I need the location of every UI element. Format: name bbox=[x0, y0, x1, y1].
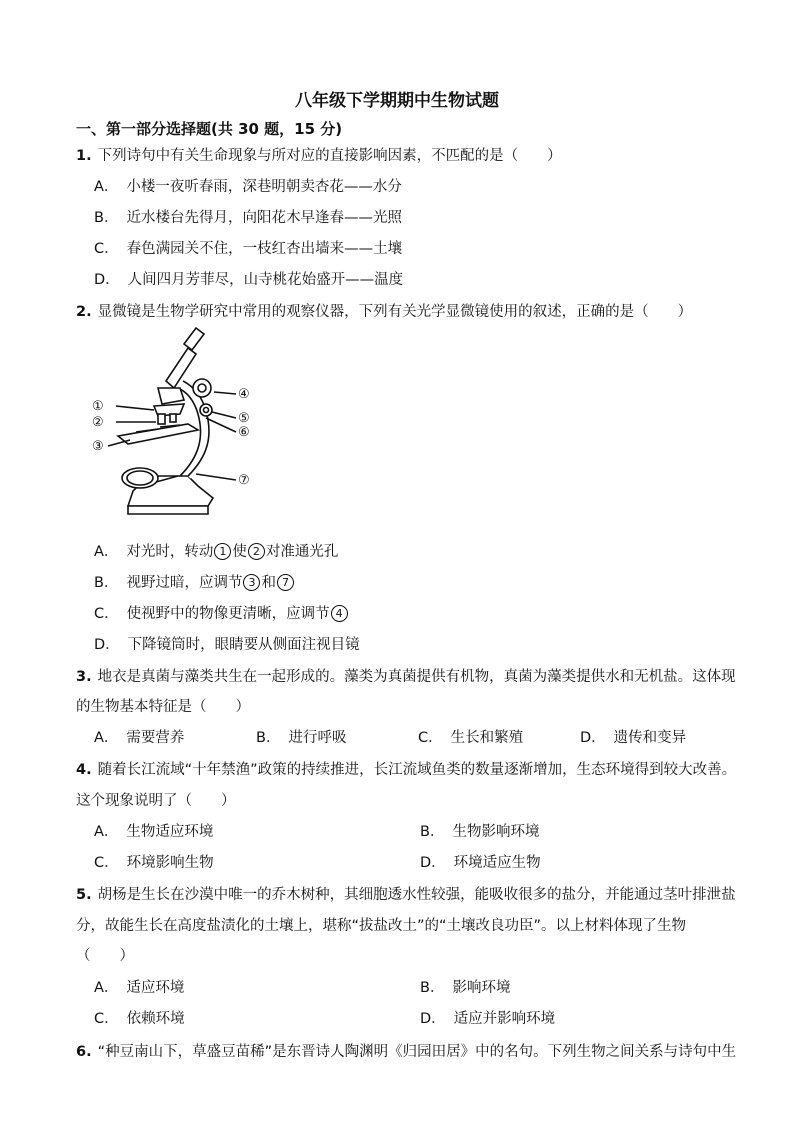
question-number: 1. bbox=[76, 148, 92, 164]
circled-number: 2 bbox=[248, 543, 265, 560]
q5-option-b[interactable]: B． 影响环境 bbox=[420, 980, 511, 996]
figure-label-1: ① bbox=[92, 399, 104, 414]
q1-option-d[interactable]: D． 人间四月芳菲尽，山寺桃花始盛开——温度 bbox=[94, 272, 404, 288]
q1-option-b[interactable]: B． 近水楼台先得月，向阳花木早逢春——光照 bbox=[94, 210, 402, 226]
figure-label-4: ④ bbox=[238, 387, 250, 402]
circled-number: 3 bbox=[243, 574, 260, 591]
question-5-answer-bracket: （ ） bbox=[76, 948, 134, 964]
question-text: 显微镜是生物学研究中常用的观察仪器，下列有关光学显微镜使用的叙述，正确的是（ ） bbox=[97, 304, 693, 320]
question-text: 胡杨是生长在沙漠中唯一的乔木树种，其细胞透水性较强，能吸收很多的盐分，并能通过茎叶排泄盐 bbox=[97, 887, 736, 903]
question-text: 随着长江流域“十年禁渔”政策的持续推进，长江流域鱼类的数量逐渐增加，生态环境得到较大改善。 bbox=[97, 762, 737, 778]
figure-label-3: ③ bbox=[92, 439, 104, 454]
microscope-figure bbox=[88, 326, 268, 526]
page-title: 八年级下学期期中生物试题 bbox=[295, 91, 499, 111]
circled-number: 4 bbox=[331, 605, 348, 622]
q2-option-c[interactable]: C． 使视野中的物像更清晰，应调节 4 bbox=[94, 602, 349, 623]
q5-option-c[interactable]: C． 依赖环境 bbox=[94, 1011, 185, 1027]
figure-label-2: ② bbox=[92, 415, 104, 430]
question-number: 6. bbox=[76, 1044, 92, 1060]
question-4-continued: 这个现象说明了（ ） bbox=[76, 793, 236, 809]
q4-option-d[interactable]: D． 环境适应生物 bbox=[420, 855, 541, 871]
q3-option-b[interactable]: B． 进行呼吸 bbox=[256, 730, 347, 746]
q5-option-d[interactable]: D． 适应并影响环境 bbox=[420, 1011, 556, 1027]
question-number: 2. bbox=[76, 304, 92, 320]
figure-label-7: ⑦ bbox=[238, 473, 250, 488]
question-3 bbox=[76, 665, 736, 686]
question-4 bbox=[76, 758, 736, 779]
question-text: 地衣是真菌与藻类共生在一起形成的。藻类为真菌提供有机物，真菌为藻类提供水和无机盐。这体现 bbox=[97, 669, 736, 685]
circled-number: 1 bbox=[214, 543, 231, 560]
circled-number: 7 bbox=[277, 574, 294, 591]
q2-option-a[interactable]: A． 对光时，转动 1 使 2 对准通光孔 bbox=[94, 544, 339, 560]
q4-option-a[interactable]: A． 生物适应环境 bbox=[94, 824, 214, 840]
section-heading: 一、第一部分选择题(共 30 题，15 分) bbox=[76, 120, 343, 138]
question-number: 5. bbox=[76, 887, 92, 903]
question-1 bbox=[76, 144, 562, 165]
q3-option-c[interactable]: C． 生长和繁殖 bbox=[418, 730, 524, 746]
question-6 bbox=[76, 1040, 736, 1061]
figure-label-6: ⑥ bbox=[238, 425, 250, 440]
q3-option-a[interactable]: A． 需要营养 bbox=[94, 730, 185, 746]
question-5 bbox=[76, 883, 736, 904]
question-text: 下列诗句中有关生命现象与所对应的直接影响因素，不匹配的是（ ） bbox=[97, 148, 562, 164]
q5-option-a[interactable]: A． 适应环境 bbox=[94, 980, 185, 996]
q4-option-c[interactable]: C． 环境影响生物 bbox=[94, 855, 214, 871]
q4-option-b[interactable]: B． 生物影响环境 bbox=[420, 824, 540, 840]
figure-label-5: ⑤ bbox=[238, 411, 250, 426]
q2-option-d[interactable]: D． 下降镜筒时，眼睛要从侧面注视目镜 bbox=[94, 637, 360, 653]
q1-option-a[interactable]: A． 小楼一夜听春雨，深巷明朝卖杏花——水分 bbox=[94, 179, 402, 195]
question-number: 3. bbox=[76, 669, 92, 685]
q3-option-d[interactable]: D． 遗传和变异 bbox=[580, 730, 687, 746]
question-3-continued: 的生物基本特征是（ ） bbox=[76, 699, 250, 715]
question-text: “种豆南山下，草盛豆苗稀”是东晋诗人陶渊明《归园田居》中的名句。下列生物之间关系与诗句中生 bbox=[97, 1044, 737, 1060]
question-5-continued: 分，故能生长在高度盐渍化的土壤上，堪称“拔盐改土”的“土壤改良功臣”。以上材料体现了生物 bbox=[76, 918, 687, 934]
question-2 bbox=[76, 300, 692, 321]
q1-option-c[interactable]: C． 春色满园关不住，一枝红杏出墙来——土壤 bbox=[94, 241, 403, 257]
question-number: 4. bbox=[76, 762, 92, 778]
q2-option-b[interactable]: B． 视野过暗，应调节 3 和 7 bbox=[94, 571, 295, 592]
